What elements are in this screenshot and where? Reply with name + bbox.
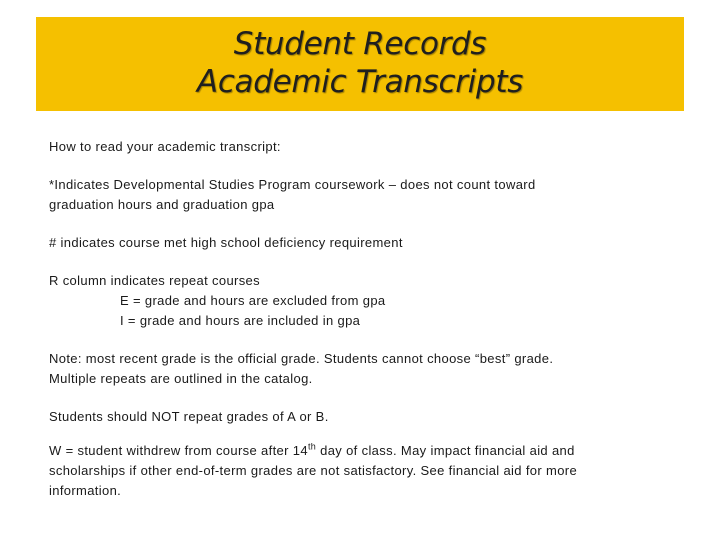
repeat-heading: R column indicates repeat courses [49, 273, 260, 288]
page-title: Student Records [233, 26, 487, 62]
withdraw-text-pre: W = student withdrew from course after 14 [49, 443, 308, 458]
withdraw-superscript: th [307, 441, 317, 452]
no-repeat-note: Students should NOT repeat grades of A or B. [49, 409, 329, 424]
developmental-line-2: graduation hours and graduation gpa [49, 197, 275, 212]
repeat-e-definition: E = grade and hours are excluded from gpa [120, 293, 386, 308]
withdraw-line-1 [49, 441, 649, 461]
page-subtitle: Academic Transcripts [196, 64, 524, 100]
note-line-1: Note: most recent grade is the official grade. Students cannot choose “best” grade. [49, 351, 554, 366]
note-line-2: Multiple repeats are outlined in the catalog. [49, 371, 313, 386]
intro-text: How to read your academic transcript: [49, 139, 281, 154]
transcript-guide [49, 137, 649, 501]
repeat-note [49, 271, 649, 331]
withdraw-text-post: day of class. May impact financial aid and [316, 443, 575, 458]
deficiency-note: # indicates course met high school deficiency requirement [49, 235, 403, 250]
withdraw-line-3: information. [49, 483, 122, 498]
withdraw-line-2: scholarships if other end-of-term grades are not satisfactory. See financial aid for more [49, 463, 578, 478]
repeat-i-definition: I = grade and hours are included in gpa [120, 313, 361, 328]
developmental-note [49, 175, 649, 215]
developmental-line-1: *Indicates Developmental Studies Program coursework – does not count toward [49, 177, 536, 192]
title-banner [36, 17, 684, 111]
official-grade-note [49, 349, 649, 389]
withdraw-note [49, 441, 649, 501]
